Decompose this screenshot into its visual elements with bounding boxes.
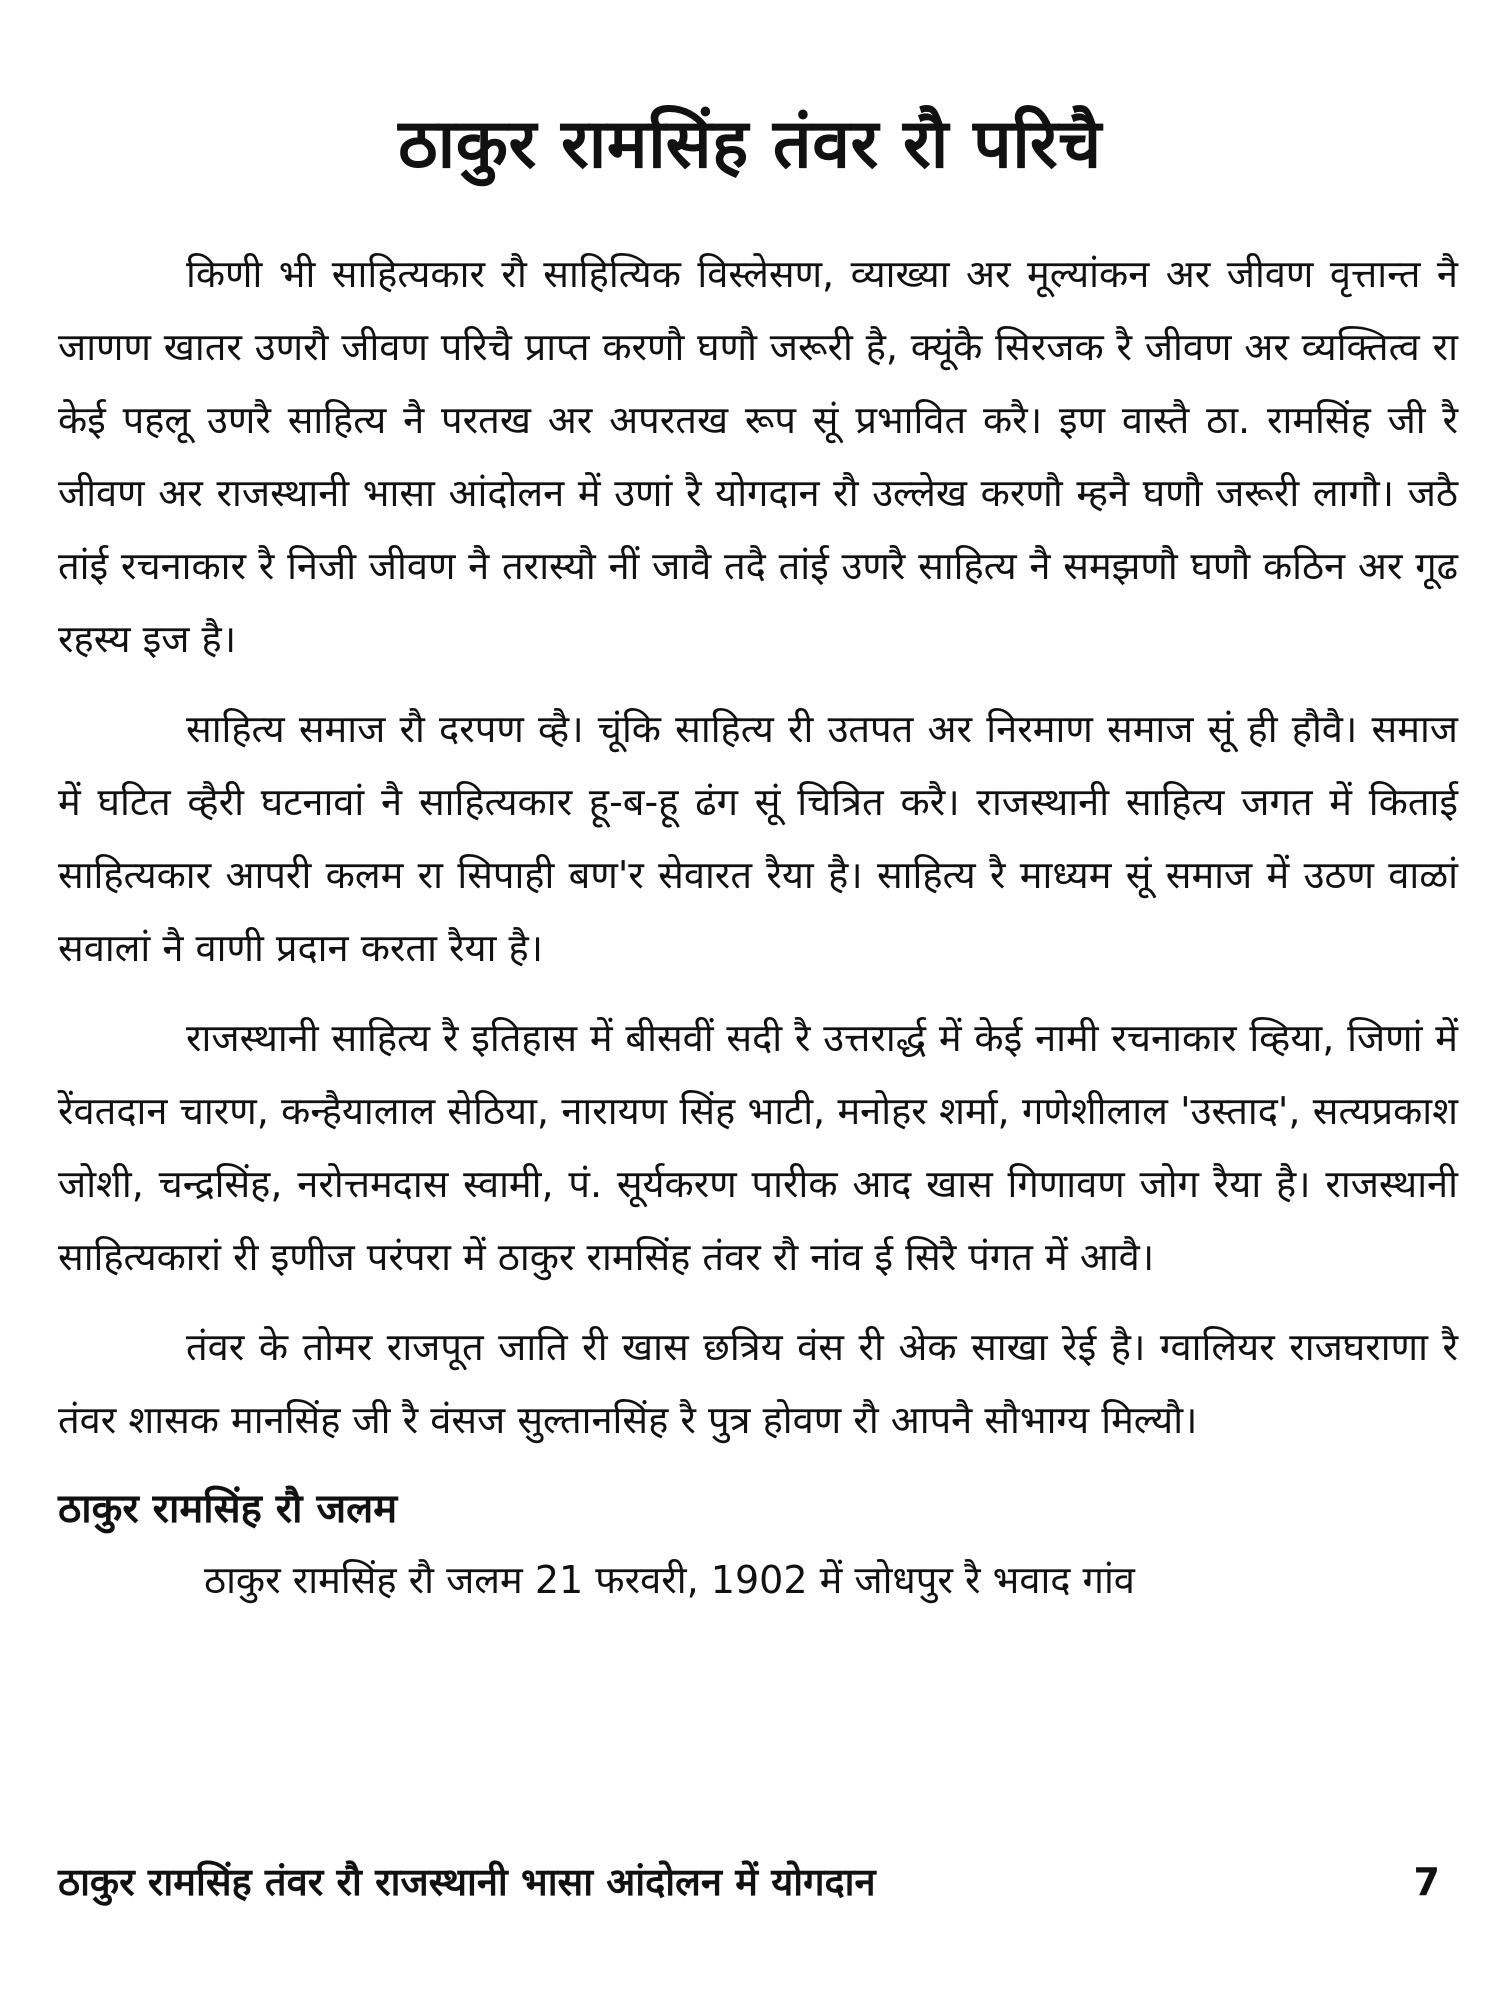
chapter-body <box>58 238 1458 1617</box>
section-heading: ठाकुर रामसिंह रौ जलम <box>58 1486 398 1532</box>
paragraph-society: साहित्य समाज रौ दरपण व्है। चूंकि साहित्य री उतपत अर निरमाण समाज सूं ही हौवै। समाज में घटित व्हैरी घटनावां नै साहित्यकार हू-ब-हू ढंग सूं चित्रित करै। राजस्थानी साहित्य जगत में किताई साहित्यकार आपरी कलम रा सिपाही बण'र सेवारत रैया है। साहित्य रै माध्यम सूं समाज में उठण वाळां सवालां नै वाणी प्रदान करता रैया है। <box>58 707 1458 970</box>
page-footer <box>58 1852 1440 1912</box>
section-first-line: ठाकुर रामसिंह रौ जलम 21 फरवरी, 1902 में जोधपुर रै भवाद गांव <box>204 1558 1135 1602</box>
paragraph-history: राजस्थानी साहित्य रै इतिहास में बीसवीं सदी रै उत्तरार्द्ध में केई नामी रचनाकार व्हिया, जिणां में रेंवतदान चारण, कन्हैयालाल सेठिया, नारायण सिंह भाटी, मनोहर शर्मा, गणेशीलाल 'उस्ताद', सत्यप्रकाश जोशी, चन्द्रसिंह, नरोत्तमदास स्वामी, पं. सूर्यकरण पारीक आद खास गिणावण जोग रैया है। राजस्थानी साहित्यकारां री इणीज परंपरा में ठाकुर रामसिंह तंवर रौ नांव ई सिरै पंगत में आवै। <box>58 1016 1458 1279</box>
chapter-title: ठाकुर रामसिंह तंवर रौ परिचै <box>398 104 1102 184</box>
running-footer-title: ठाकुर रामसिंह तंवर रौ राजस्थानी भासा आंदोलन में योगदान <box>58 1860 876 1904</box>
paragraph-lineage: तंवर के तोमर राजपूत जाति री खास छत्रिय वंस री अेक साखा रेई है। ग्वालियर राजघराणा रै तंवर शासक मानसिंह जी रै वंसज सुल्तानसिंह रै पुत्र होवण रौ आपनै सौभाग्य मिल्यौ। <box>58 1325 1458 1442</box>
page-number: 7 <box>1413 1860 1440 1904</box>
paragraph-intro: किणी भी साहित्यकार रौ साहित्यिक विस्लेसण, व्याख्या अर मूल्यांकन अर जीवण वृत्तान्त नै जाणण खातर उणरौ जीवण परिचै प्राप्त करणौ घणौ जरूरी है, क्यूंकै सिरजक रै जीवण अर व्यक्तित्व रा केई पहलू उणरै साहित्य नै परतख अर अपरतख रूप सूं प्रभावित करै। इण वास्तै ठा. रामसिंह जी रै जीवण अर राजस्थानी भासा आंदोलन में उणां रै योगदान रौ उल्लेख करणौ म्हनै घणौ जरूरी लागौ। जठै तांई रचनाकार रै निजी जीवण नै तरास्यौ नीं जावै तदै तांई उणरै साहित्य नै समझणौ घणौ कठिन अर गूढ रहस्य इज है। <box>58 252 1458 661</box>
